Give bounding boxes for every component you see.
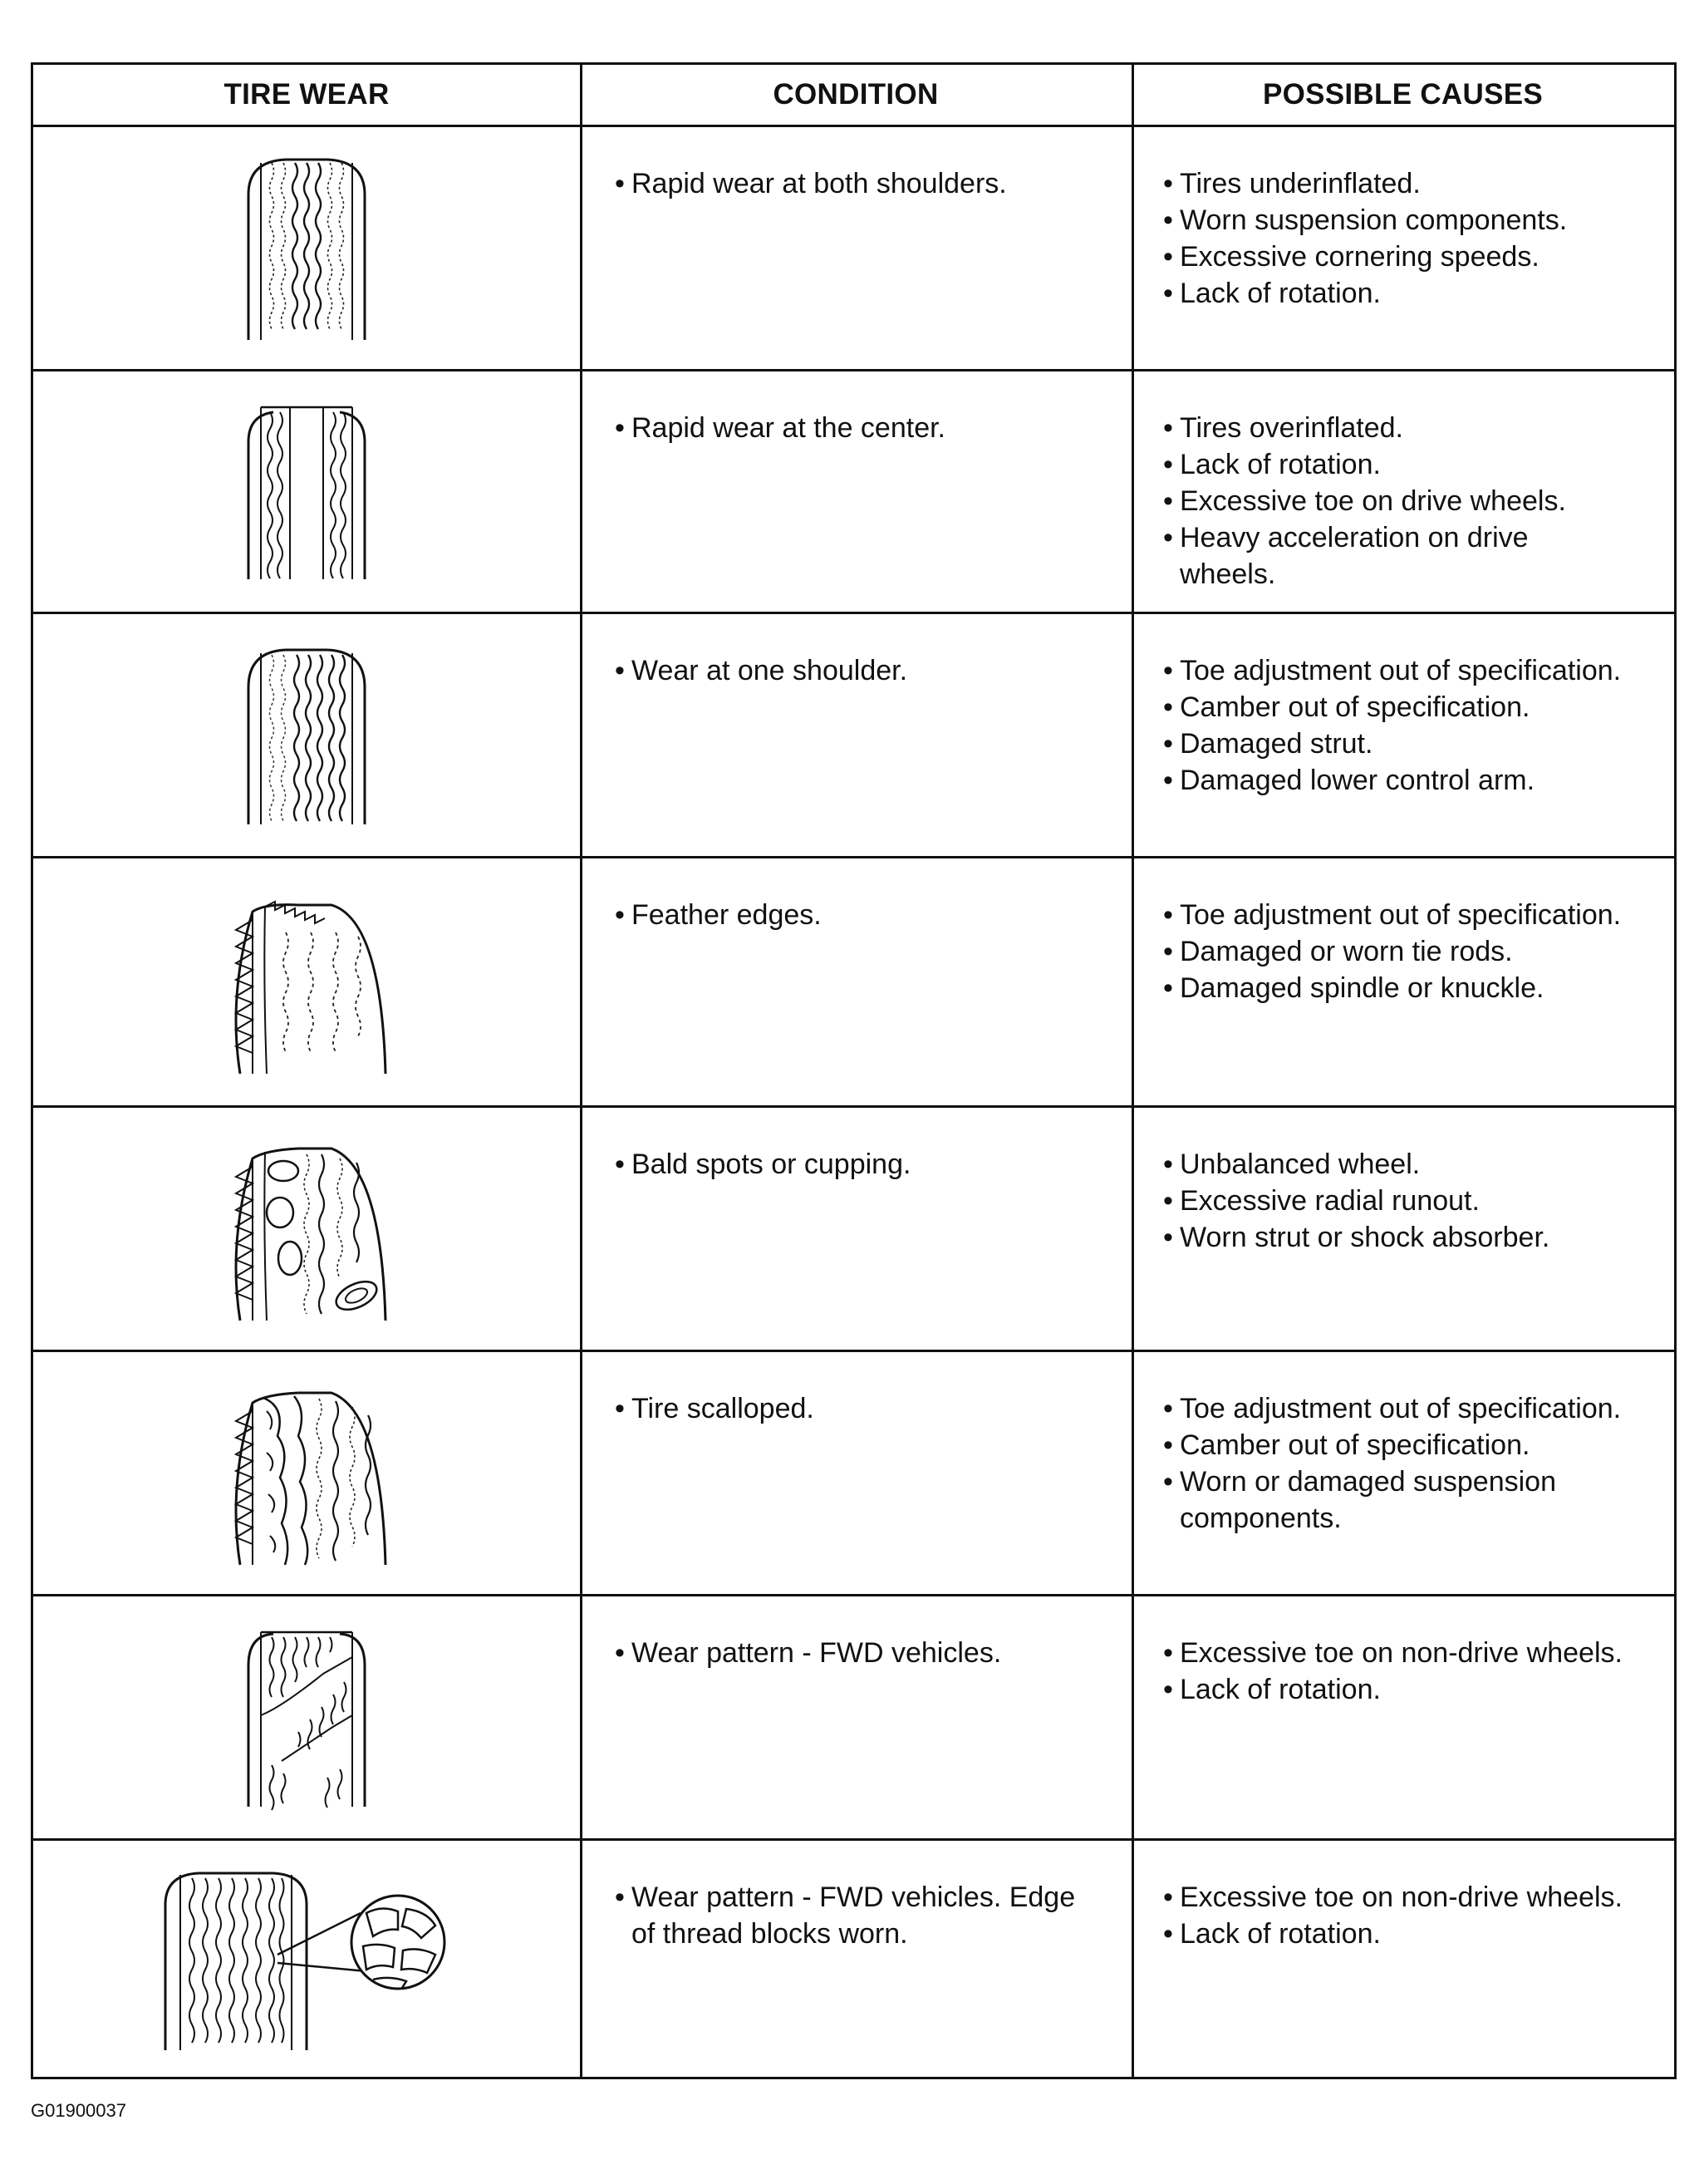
figure-code: G01900037 [31, 2100, 126, 2121]
header-possible-causes: POSSIBLE CAUSES [1262, 78, 1544, 111]
condition-text: • Feather edges. [615, 897, 1132, 933]
tire-wear-image [33, 1352, 580, 1594]
cause-item: • Camber out of specification. [1163, 1427, 1666, 1463]
cause-item: • Tires overinflated. [1163, 410, 1666, 446]
cause-item: • Excessive toe on drive wheels. [1163, 483, 1666, 519]
condition-cell [580, 858, 1132, 1105]
tire-wear-image [33, 1596, 580, 1838]
column-divider [1132, 65, 1134, 2077]
cause-item: • Worn strut or shock absorber. [1163, 1219, 1666, 1256]
tire-wear-image [33, 1841, 580, 2077]
column-divider [580, 65, 582, 2077]
tire-fwd-diagonal-wear-icon [223, 1624, 390, 1811]
cause-item: • Damaged or worn tie rods. [1163, 933, 1666, 970]
causes-cell [1132, 1841, 1674, 2077]
table-row [33, 614, 1674, 858]
cause-item: • Lack of rotation. [1163, 1916, 1666, 1952]
tire-fwd-block-edge-wear-icon [149, 1863, 464, 2054]
condition-text: • Rapid wear at the center. [615, 410, 1132, 446]
cause-item: • Heavy acceleration on drive wheels. [1163, 519, 1595, 593]
tire-one-shoulder-wear-icon [223, 642, 390, 829]
causes-cell [1132, 858, 1674, 1105]
tire-wear-image [33, 614, 580, 856]
condition-text: • Rapid wear at both shoulders. [615, 165, 1132, 202]
condition-text: • Wear pattern - FWD vehicles. [615, 1635, 1132, 1671]
condition-cell [580, 1108, 1132, 1350]
cause-item: • Excessive radial runout. [1163, 1183, 1666, 1219]
table-row [33, 1596, 1674, 1841]
cause-item: • Toe adjustment out of specification. [1163, 652, 1666, 689]
causes-cell [1132, 614, 1674, 856]
cause-item: • Lack of rotation. [1163, 275, 1666, 312]
cause-item: • Lack of rotation. [1163, 446, 1666, 483]
condition-text: • Tire scalloped. [615, 1390, 1132, 1427]
causes-cell [1132, 1352, 1674, 1594]
condition-text: • Wear pattern - FWD vehicles. Edge of thread blocks worn. [615, 1879, 1080, 1952]
table-row [33, 127, 1674, 371]
causes-cell [1132, 1108, 1674, 1350]
cause-item: • Excessive cornering speeds. [1163, 239, 1666, 275]
table-row [33, 1352, 1674, 1596]
condition-cell [580, 614, 1132, 856]
table-header [33, 65, 1674, 127]
cause-item: • Excessive toe on non-drive wheels. [1163, 1879, 1666, 1916]
tire-wear-image [33, 1108, 580, 1350]
condition-cell [580, 1596, 1132, 1838]
cause-item: • Tires underinflated. [1163, 165, 1666, 202]
cause-item: • Damaged lower control arm. [1163, 762, 1666, 799]
tire-center-wear-icon [223, 401, 390, 583]
table-row [33, 1108, 1674, 1352]
cause-item: • Toe adjustment out of specification. [1163, 1390, 1666, 1427]
cause-item: • Worn suspension components. [1163, 202, 1666, 239]
condition-cell [580, 1841, 1132, 2077]
cause-item: • Damaged strut. [1163, 726, 1666, 762]
causes-cell [1132, 127, 1674, 369]
tire-feather-edge-icon [215, 887, 398, 1078]
tire-shoulder-wear-icon [223, 153, 390, 344]
cause-item: • Excessive toe on non-drive wheels. [1163, 1635, 1666, 1671]
table-row [33, 858, 1674, 1108]
condition-text: • Bald spots or cupping. [615, 1146, 1132, 1183]
tire-wear-image [33, 127, 580, 369]
tire-wear-table [31, 62, 1677, 2079]
tire-cupping-icon [215, 1134, 398, 1325]
cause-item: • Worn or damaged suspension components. [1163, 1463, 1595, 1537]
condition-text: • Wear at one shoulder. [615, 652, 1132, 689]
table-row [33, 1841, 1674, 2077]
cause-item: • Camber out of specification. [1163, 689, 1666, 726]
header-condition: CONDITION [773, 78, 939, 111]
cause-item: • Toe adjustment out of specification. [1163, 897, 1666, 933]
tire-scalloped-icon [215, 1378, 398, 1569]
condition-cell [580, 127, 1132, 369]
header-tire-wear: TIRE WEAR [223, 78, 390, 111]
condition-cell [580, 371, 1132, 612]
tire-wear-image [33, 858, 580, 1105]
cause-item: • Lack of rotation. [1163, 1671, 1666, 1708]
cause-item: • Damaged spindle or knuckle. [1163, 970, 1666, 1006]
cause-item: • Unbalanced wheel. [1163, 1146, 1666, 1183]
causes-cell [1132, 1596, 1674, 1838]
condition-cell [580, 1352, 1132, 1594]
table-row [33, 371, 1674, 614]
causes-cell [1132, 371, 1674, 612]
tire-wear-image [33, 371, 580, 612]
